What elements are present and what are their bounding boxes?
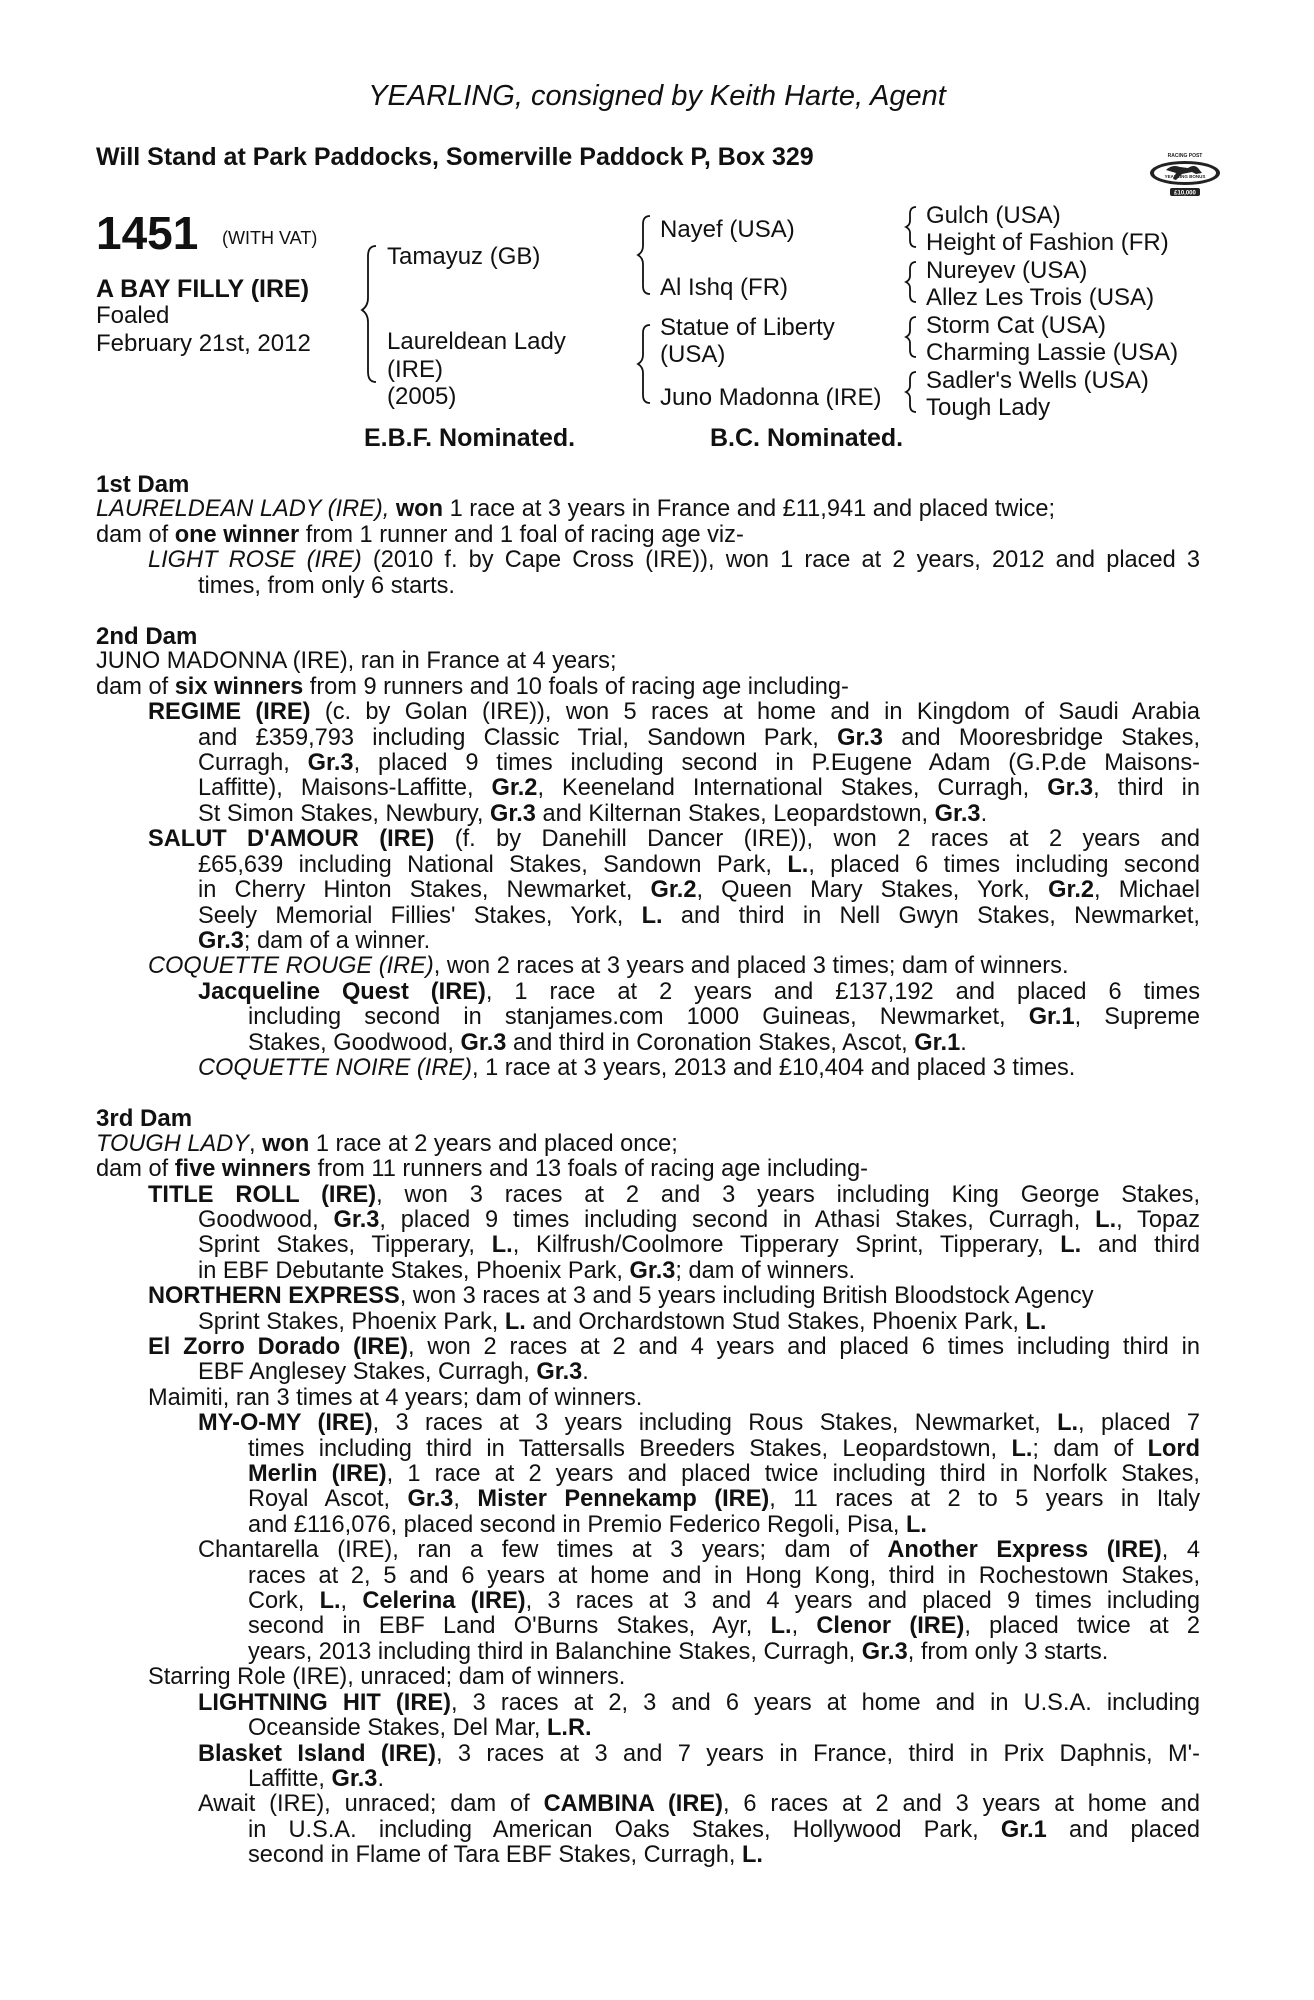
text-line: [96, 954, 1200, 979]
text-run: , 6 races at 2 and 3 years at home and: [723, 1791, 1200, 1818]
pedigree-sire-dam: Al Ishq (FR): [660, 274, 789, 301]
text-line: [96, 878, 1200, 903]
text-line: [96, 1132, 1200, 1157]
bold-text: L.: [1011, 1435, 1033, 1462]
text-run: in U.S.A. including American Oaks Stakes, Hollywood Park,: [248, 1816, 1001, 1843]
pedigree-dam-dam: Juno Madonna (IRE): [660, 384, 882, 411]
text-run: second in Flame of Tara EBF Stakes, Curragh,: [248, 1842, 742, 1869]
text-run: times, from only 6 starts.: [198, 572, 455, 599]
pedigree-dam-line-2: (IRE): [387, 356, 443, 383]
text-run: Royal Ascot,: [248, 1486, 408, 1513]
italic-text: LIGHT ROSE (IRE): [148, 547, 362, 574]
pedigree-sire: Tamayuz (GB): [387, 243, 541, 270]
text-run: JUNO MADONNA (IRE), ran in France at 4 years;: [96, 648, 617, 675]
bold-text: L.: [319, 1588, 341, 1615]
text-line: [96, 1386, 1200, 1411]
text-line: [96, 1284, 1200, 1309]
bold-text: L.: [1095, 1206, 1117, 1233]
text-run: £65,639 including National Stakes, Sandown Park,: [198, 851, 788, 878]
text-run: , won 2 races at 3 years and placed 3 times; dam of winners.: [433, 953, 1069, 980]
section-heading: 2nd Dam: [96, 623, 198, 651]
text-run: dam of: [96, 1156, 175, 1183]
text-run: .: [980, 800, 988, 827]
text-run: and £116,076, placed second in Premio Federico Regoli, Pisa,: [248, 1511, 906, 1538]
text-line: [96, 1513, 1200, 1538]
italic-text: LAURELDEAN LADY (IRE),: [96, 496, 396, 523]
bold-text: L.: [1057, 1410, 1079, 1437]
bold-text: CAMBINA (IRE): [543, 1791, 723, 1818]
text-line: [96, 1564, 1200, 1589]
text-run: Laffitte,: [248, 1765, 332, 1792]
text-line: [96, 1767, 1200, 1792]
bold-text: Gr.3: [198, 927, 244, 954]
text-run: Curragh,: [198, 750, 308, 777]
ebf-nominated: E.B.F. Nominated.: [364, 424, 576, 452]
text-line: [96, 548, 1200, 573]
bold-text: Gr.3: [536, 1359, 583, 1386]
bold-text: Mister Pennekamp (IRE): [477, 1486, 770, 1513]
text-run: including second in stanjames.com 1000 Guineas, Newmarket,: [248, 1004, 1029, 1031]
text-run: ; dam of winners.: [675, 1257, 856, 1284]
text-line: [96, 1310, 1200, 1335]
pedigree-g3: Nureyev (USA): [926, 257, 1088, 284]
text-line: [96, 1233, 1200, 1258]
text-run: , won 3 races at 2 and 3 years including King George Stakes,: [376, 1181, 1200, 1208]
bold-text: L.: [741, 1842, 763, 1869]
bold-text: one winner: [174, 521, 300, 548]
bold-text: L.R.: [547, 1715, 592, 1742]
text-line: [96, 1157, 1200, 1182]
text-run: , 3 races at 3 years including Rous Stakes, Newmarket,: [372, 1410, 1058, 1437]
text-run: ,: [340, 1588, 363, 1615]
text-run: Oceanside Stakes, Del Mar,: [248, 1715, 547, 1742]
text-run: EBF Anglesey Stakes, Curragh,: [198, 1359, 537, 1386]
text-line: [96, 853, 1200, 878]
text-run: Await (IRE), unraced; dam of: [198, 1791, 544, 1818]
badge-line-2: YEARLING BONUS: [1164, 174, 1206, 179]
bold-text: won: [395, 496, 444, 523]
text-run: .: [582, 1359, 589, 1386]
bold-text: Gr.3: [934, 800, 981, 827]
bold-text: Another Express (IRE): [887, 1537, 1162, 1564]
text-line: [96, 1716, 1200, 1741]
bold-text: Jacqueline Quest (IRE): [198, 978, 486, 1005]
text-run: (c. by Golan (IRE)), won 5 races at home and in Kingdom of Saudi Arabia: [310, 699, 1200, 726]
text-run: , 11 races at 2 to 5 years in Italy: [769, 1486, 1200, 1513]
badge-line-3: £10,000: [1174, 190, 1196, 197]
text-run: ; dam of a winner.: [243, 927, 431, 954]
badge-line-1: RACING POST: [1167, 153, 1203, 159]
text-run: years, 2013 including third in Balanchine Stakes, Curragh,: [248, 1638, 862, 1665]
section-heading: 1st Dam: [96, 471, 190, 498]
text-run: 1 race at 3 years in France and £11,941 and placed twice;: [443, 496, 1056, 523]
text-run: , 1 race at 3 years, 2013 and £10,404 and placed 3 times.: [471, 1054, 1076, 1081]
bold-text: Gr.3: [460, 1029, 507, 1056]
text-run: ,: [453, 1486, 478, 1513]
section-heading: 3rd Dam: [96, 1105, 193, 1133]
text-line: [96, 1843, 1200, 1868]
text-run: , Keeneland International Stakes, Curragh,: [537, 775, 1048, 802]
text-run: second in EBF Land O'Burns Stakes, Ayr,: [248, 1613, 771, 1640]
stand-location: Will Stand at Park Paddocks, Somerville Paddock P, Box 329: [96, 143, 814, 171]
bold-text: Gr.2: [650, 877, 697, 904]
text-line: [96, 523, 1200, 548]
pedigree-g6: Charming Lassie (USA): [926, 339, 1179, 366]
pedigree-g1: Gulch (USA): [926, 202, 1061, 229]
text-line: [96, 700, 1200, 725]
text-run: .: [377, 1765, 384, 1792]
text-line: [96, 497, 1200, 522]
text-line: [96, 1183, 1200, 1208]
text-line: [96, 1437, 1200, 1462]
foaled-date: February 21st, 2012: [96, 330, 311, 357]
text-line: [96, 649, 1200, 674]
bold-text: Merlin (IRE): [248, 1461, 387, 1488]
text-run: St Simon Stakes, Newbury,: [198, 800, 490, 827]
text-run: from 11 runners and 13 foals of racing age including-: [311, 1156, 869, 1183]
text-run: dam of: [96, 673, 175, 700]
text-line: [96, 751, 1200, 776]
text-run: , 3 races at 3 and 7 years in France, third in Prix Daphnis, M'-: [435, 1740, 1201, 1767]
bold-text: Blasket Island (IRE): [198, 1740, 436, 1767]
bold-text: L.: [787, 851, 809, 878]
text-line: [96, 1462, 1200, 1487]
text-run: Sprint Stakes, Phoenix Park,: [198, 1308, 505, 1335]
bold-text: NORTHERN EXPRESS: [148, 1283, 400, 1310]
text-run: (2010 f. by Cape Cross (IRE)), won 1 race at 2 years, 2012 and placed 3: [361, 547, 1201, 574]
pedigree-dam-sire-line-1: Statue of Liberty: [660, 314, 835, 341]
text-run: ,: [791, 1613, 817, 1640]
pedigree-g7: Sadler's Wells (USA): [926, 367, 1149, 394]
bold-text: L.: [504, 1308, 526, 1335]
bold-text: Gr.3: [331, 1765, 378, 1792]
text-run: , placed 6 times including second: [808, 851, 1201, 878]
text-run: , 3 races at 3 and 4 years and placed 9 times including: [525, 1588, 1200, 1615]
text-run: ,: [248, 1130, 263, 1157]
text-run: .: [960, 1029, 967, 1056]
bold-text: Gr.3: [629, 1257, 676, 1284]
text-run: and Orchardstown Stud Stakes, Phoenix Park,: [525, 1308, 1026, 1335]
text-run: , third in: [1093, 775, 1200, 802]
text-run: and third in Nell Gwyn Stakes, Newmarket,: [662, 902, 1200, 929]
text-run: from 1 runner and 1 foal of racing age viz-: [299, 521, 744, 548]
pedigree-dam-line-1: Laureldean Lady: [387, 328, 566, 355]
bold-text: L.: [491, 1232, 513, 1259]
text-line: [96, 1665, 1200, 1690]
italic-text: COQUETTE NOIRE (IRE): [198, 1054, 472, 1081]
pedigree-g5: Storm Cat (USA): [926, 312, 1107, 339]
italic-text: COQUETTE ROUGE (IRE): [148, 953, 434, 980]
bold-text: Clenor (IRE): [816, 1613, 965, 1640]
bold-text: L.: [641, 902, 663, 929]
pedigree-dam-sire-line-2: (USA): [660, 341, 726, 368]
text-run: , won 2 races at 2 and 4 years and placed 6 times including third in: [408, 1334, 1200, 1360]
text-line: [96, 1259, 1200, 1284]
text-line: [96, 726, 1200, 751]
foaled-label: Foaled: [96, 302, 170, 329]
text-run: Maimiti, ran 3 times at 4 years; dam of winners.: [148, 1384, 643, 1411]
bold-text: L.: [1060, 1232, 1082, 1259]
text-line: [96, 776, 1200, 801]
text-run: and £359,793 including Classic Trial, Sandown Park,: [198, 724, 838, 751]
text-run: Goodwood,: [198, 1206, 334, 1233]
bold-text: L.: [770, 1613, 792, 1640]
text-run: , Michael: [1094, 877, 1200, 904]
text-line: [96, 1335, 1200, 1360]
text-line: [96, 1538, 1200, 1563]
vat-note: (WITH VAT): [222, 228, 318, 248]
text-line: [96, 675, 1200, 700]
text-line: [96, 904, 1200, 929]
text-run: ; dam of: [1032, 1435, 1148, 1462]
text-line: [96, 1056, 1200, 1081]
pedigree-g4: Allez Les Trois (USA): [926, 284, 1155, 311]
text-run: , placed twice at 2: [964, 1613, 1200, 1640]
text-line: [96, 1640, 1200, 1665]
italic-text: TOUGH LADY: [96, 1130, 249, 1157]
text-line: [96, 1792, 1200, 1817]
text-line: [96, 1208, 1200, 1233]
lot-title: A BAY FILLY (IRE): [96, 275, 310, 303]
text-run: races at 2, 5 and 6 years at home and in Hong Kong, third in Rochestown Stakes,: [248, 1562, 1200, 1589]
text-run: , 3 races at 2, 3 and 6 years at home and in U.S.A. including: [450, 1689, 1200, 1716]
section-gap: [96, 1081, 1200, 1106]
bold-text: Gr.3: [307, 750, 354, 777]
text-line: [96, 802, 1200, 827]
catalogue-body: [96, 472, 1200, 1869]
text-run: , Kilfrush/Coolmore Tipperary Sprint, Tipperary,: [512, 1232, 1061, 1259]
text-run: dam of: [96, 521, 175, 548]
bold-text: Gr.3: [407, 1486, 454, 1513]
text-run: in EBF Debutante Stakes, Phoenix Park,: [198, 1257, 630, 1284]
bold-text: Gr.1: [1000, 1816, 1047, 1843]
bold-text: Gr.2: [491, 775, 538, 802]
pedigree-sire-sire: Nayef (USA): [660, 216, 795, 243]
text-run: , placed 9 times including second in P.Eugene Adam (G.P.de Maisons-: [353, 750, 1200, 777]
bold-text: Gr.3: [861, 1638, 908, 1665]
bold-text: Gr.3: [837, 724, 884, 751]
bold-text: Gr.3: [489, 800, 536, 827]
text-line: [96, 1487, 1200, 1512]
text-line: [96, 1360, 1200, 1385]
text-run: in Cherry Hinton Stakes, Newmarket,: [198, 877, 651, 904]
bold-text: REGIME (IRE): [148, 699, 311, 726]
text-run: Chantarella (IRE), ran a few times at 3 years; dam of: [198, 1537, 888, 1564]
text-run: from 9 runners and 10 foals of racing age including-: [303, 673, 849, 700]
text-run: , 4: [1161, 1537, 1200, 1564]
bold-text: five winners: [174, 1156, 312, 1183]
text-run: , placed 9 times including second in Athasi Stakes, Curragh,: [379, 1206, 1096, 1233]
text-line: [96, 1818, 1200, 1843]
text-run: , won 3 races at 3 and 5 years including British Bloodstock Agency: [399, 1283, 1094, 1310]
bold-text: MY-O-MY (IRE): [198, 1410, 373, 1437]
text-run: Starring Role (IRE), unraced; dam of winners.: [148, 1664, 626, 1691]
bold-text: Lord: [1147, 1435, 1200, 1462]
bold-text: LIGHTNING HIT (IRE): [198, 1689, 451, 1716]
bold-text: six winners: [174, 673, 304, 700]
bold-text: El Zorro Dorado (IRE): [148, 1334, 409, 1360]
bold-text: SALUT D'AMOUR (IRE): [148, 826, 435, 853]
bold-text: Gr.3: [1047, 775, 1094, 802]
bold-text: Gr.2: [1048, 877, 1095, 904]
text-run: and Kilternan Stakes, Leopardstown,: [535, 800, 935, 827]
text-run: and third in Coronation Stakes, Ascot,: [506, 1029, 915, 1056]
text-line: [96, 1589, 1200, 1614]
text-run: and Mooresbridge Stakes,: [883, 724, 1200, 751]
text-run: , Queen Mary Stakes, York,: [696, 877, 1049, 904]
text-line: [96, 1005, 1200, 1030]
text-run: Cork,: [248, 1588, 320, 1615]
bold-text: L.: [1025, 1308, 1047, 1335]
text-run: , 1 race at 2 years and £137,192 and placed 6 times: [485, 978, 1200, 1005]
text-run: Seely Memorial Fillies' Stakes, York,: [198, 902, 642, 929]
text-line: [96, 1691, 1200, 1716]
text-line: [96, 929, 1200, 954]
text-run: and third: [1081, 1232, 1201, 1259]
page-header: YEARLING, consigned by Keith Harte, Agent: [368, 80, 946, 112]
bc-nominated: B.C. Nominated.: [710, 424, 904, 452]
text-line: [96, 1031, 1200, 1056]
text-run: Sprint Stakes, Tipperary,: [198, 1232, 492, 1259]
pedigree-g8: Tough Lady: [926, 394, 1051, 421]
text-run: Stakes, Goodwood,: [248, 1029, 461, 1056]
text-run: (f. by Danehill Dancer (IRE)), won 2 races at 2 years and: [434, 826, 1200, 853]
section-gap: [96, 599, 1200, 624]
text-line: [96, 980, 1200, 1005]
text-run: , Topaz: [1116, 1206, 1200, 1233]
pedigree-dam-line-3: (2005): [387, 383, 457, 410]
pedigree-g2: Height of Fashion (FR): [926, 229, 1169, 256]
bold-text: won: [262, 1130, 310, 1157]
text-run: , placed 7: [1078, 1410, 1201, 1437]
text-line: [96, 1411, 1200, 1436]
text-run: times including third in Tattersalls Breeders Stakes, Leopardstown,: [248, 1435, 1012, 1462]
text-line: [96, 1614, 1200, 1639]
text-run: , from only 3 starts.: [907, 1638, 1109, 1665]
bold-text: L.: [905, 1511, 927, 1538]
text-run: and placed: [1046, 1816, 1200, 1843]
text-run: Laffitte), Maisons-Laffitte,: [198, 775, 492, 802]
bold-text: TITLE ROLL (IRE): [148, 1181, 377, 1208]
bold-text: Gr.3: [333, 1206, 380, 1233]
text-run: 1 race at 2 years and placed once;: [309, 1130, 678, 1157]
bold-text: Gr.1: [1028, 1004, 1075, 1031]
text-line: [96, 1742, 1200, 1767]
text-line: [96, 827, 1200, 852]
text-run: , Supreme: [1074, 1004, 1200, 1031]
text-line: [96, 574, 1200, 599]
bold-text: Gr.1: [914, 1029, 961, 1056]
text-run: , 1 race at 2 years and placed twice including third in Norfolk Stakes,: [386, 1461, 1200, 1488]
bold-text: Celerina (IRE): [362, 1588, 526, 1615]
lot-number: 1451: [96, 207, 199, 259]
